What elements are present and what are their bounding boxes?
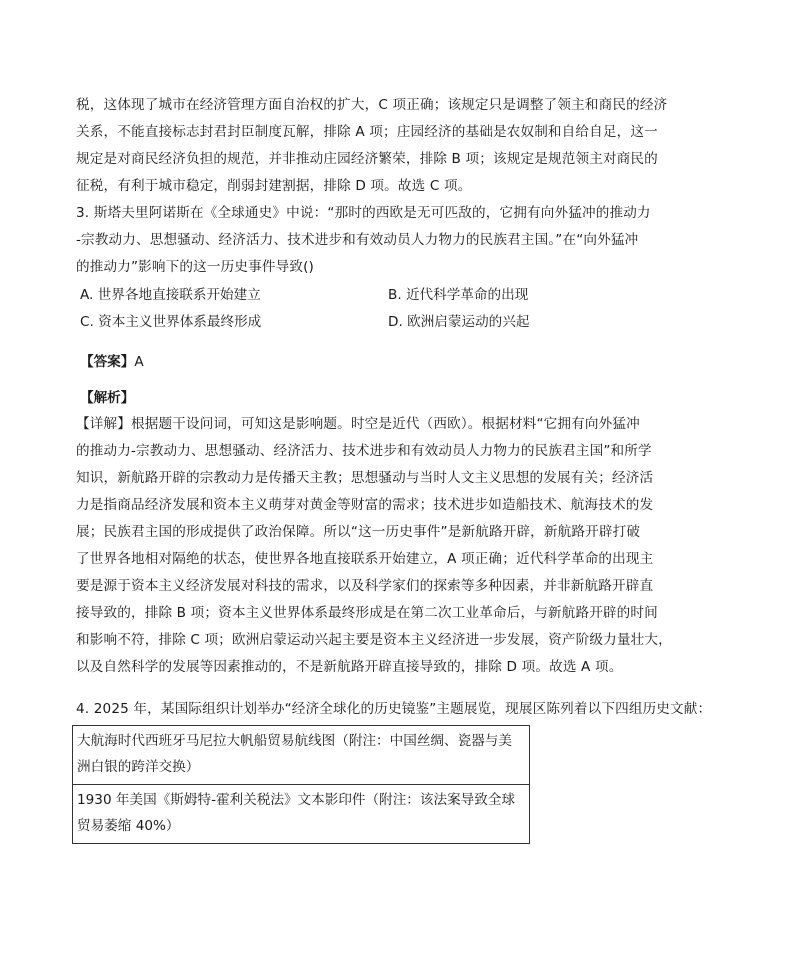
prev-analysis-line-2: 关系，不能直接标志封君封臣制度瓦解，排除 A 项；庄园经济的基础是农奴制和自给自足，这一 bbox=[76, 124, 658, 140]
cell-line: 洲白银的跨洋交换） bbox=[77, 759, 200, 775]
prev-analysis-line-4: 征税，有利于城市稳定，削弱封建割据，排除 D 项。故选 C 项。 bbox=[76, 178, 472, 194]
q3-stem-line-1: 3. 斯塔夫里阿诺斯在《全球通史》中说：“那时的西欧是无可匹敌的，它拥有向外猛冲的推动力 bbox=[76, 205, 651, 221]
q3-detail-line-4: 力是指商品经济发展和资本主义萌芽对黄金等财富的需求；技术进步如造船技术、航海技术的发 bbox=[76, 497, 654, 513]
answer-value: A bbox=[134, 354, 144, 370]
q3-option-d: D. 欧洲启蒙运动的兴起 bbox=[388, 314, 530, 330]
q3-detail-line-3: 知识，新航路开辟的宗教动力是传播天主教；思想骚动与当时人文主义思想的发展有关；经济活 bbox=[76, 470, 654, 486]
cell-line: 1930 年美国《斯姆特-霍利关税法》文本影印件（附注：该法案导致全球 bbox=[77, 792, 516, 808]
q3-detail-line-6: 了世界各地相对隔绝的状态，使世界各地直接联系开始建立，A 项正确；近代科学革命的出现主 bbox=[76, 551, 654, 567]
prev-analysis-line-1: 税，这体现了城市在经济管理方面自治权的扩大，C 项正确；该规定只是调整了领主和商民的经济 bbox=[76, 97, 668, 113]
q3-detail-line-8: 接导致的，排除 B 项；资本主义世界体系最终形成是在第二次工业革命后，与新航路开辟的时间 bbox=[76, 605, 658, 621]
q3-detail-line-1: 【详解】根据题干设问词，可知这是影响题。时空是近代（西欧）。根据材料“它拥有向外猛冲 bbox=[76, 416, 640, 432]
q3-stem-line-3: 的推动力”影响下的这一历史事件导致() bbox=[76, 259, 314, 275]
answer-label: 【答案】 bbox=[80, 354, 135, 370]
q3-answer bbox=[80, 353, 144, 371]
q3-stem-line-2: -宗教动力、思想骚动、经济活力、技术进步和有效动员人力物力的民族君主国。”在“向外猛冲 bbox=[76, 232, 639, 248]
q3-detail-line-5: 展；民族君主国的形成提供了政治保障。所以“这一历史事件”是新航路开辟，新航路开辟打破 bbox=[76, 524, 641, 540]
q3-option-c: C. 资本主义世界体系最终形成 bbox=[80, 314, 262, 330]
table-cell bbox=[73, 726, 530, 785]
q3-detail-line-10: 以及自然科学的发展等因素推动的，不是新航路开辟直接导致的，排除 D 项。故选 A 项。 bbox=[76, 659, 623, 675]
prev-analysis-line-3: 规定是对商民经济负担的规范，并非推动庄园经济繁荣，排除 B 项；该规定是规范领主对商民的 bbox=[76, 151, 658, 167]
q3-option-b: B. 近代科学革命的出现 bbox=[388, 287, 529, 303]
cell-line: 贸易萎缩 40%） bbox=[77, 818, 180, 834]
q4-documents-table bbox=[72, 725, 530, 844]
table-row bbox=[73, 785, 530, 844]
q3-detail-line-7: 要是源于资本主义经济发展对科技的需求，以及科学家们的探索等多种因素，并非新航路开辟直 bbox=[76, 578, 654, 594]
table-row bbox=[73, 726, 530, 785]
analysis-label: 【解析】 bbox=[80, 390, 135, 406]
q3-detail-line-9: 和影响不符，排除 C 项；欧洲启蒙运动兴起主要是资本主义经济进一步发展，资产阶级力量壮大， bbox=[76, 632, 672, 648]
q3-option-a: A. 世界各地直接联系开始建立 bbox=[80, 287, 261, 303]
q4-stem: 4. 2025 年，某国际组织计划举办“经济全球化的历史镜鉴”主题展览，现展区陈列着以下四组历史文献： bbox=[76, 701, 712, 717]
table-cell bbox=[73, 785, 530, 844]
cell-line: 大航海时代西班牙马尼拉大帆船贸易航线图（附注：中国丝绸、瓷器与美 bbox=[77, 733, 512, 749]
q3-detail-line-2: 的推动力-宗教动力、思想骚动、经济活力、技术进步和有效动员人力物力的民族君主国”和所学 bbox=[76, 443, 652, 459]
